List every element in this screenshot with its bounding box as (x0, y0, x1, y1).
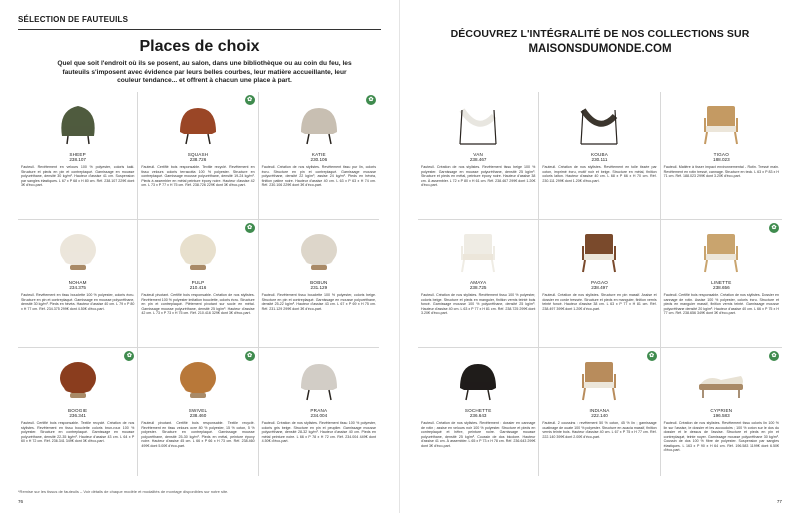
promo-heading: DÉCOUVREZ L'INTÉGRALITÉ DE NOS COLLECTIONS SUR (450, 28, 750, 40)
product-name: KATIE (311, 152, 326, 157)
product-ref: 238.497 (591, 285, 608, 290)
product-card[interactable] (259, 348, 379, 476)
product-ref: 236.643 (469, 413, 487, 418)
page-number: 76 (18, 499, 24, 504)
eco-leaf-icon: ✿ (769, 351, 779, 361)
product-grid-right (418, 92, 782, 476)
product-description: Fauteuil. Création de nos stylistes. Structure en pin massif. Assise et dossier en corde tressée. Structure et pieds en manguier, finition vernis teinté foncé. Hauteur d'assise 38 cm. L 63 x P 77 x H 81 cm. Réf. 238.497 399€ dont 1.20€ d'éco-part. (542, 293, 657, 311)
eco-leaf-icon: ✿ (769, 223, 779, 233)
product-image[interactable] (664, 96, 779, 146)
product-ref: 238.107 (69, 157, 86, 162)
product-image[interactable] (542, 224, 656, 274)
section-label: SÉLECTION DE FAUTEUILS (18, 15, 129, 24)
product-card[interactable] (18, 348, 138, 476)
product-image[interactable] (421, 352, 535, 402)
product-description: Fauteuil. Création de nos stylistes. Revêtement : dossier en cannage de rotin ; assise en velours noir 100 % polyester. Structure et pieds en contreplaqué et hêtre, peinture noire. Garnissage mousse polyuréthane, densité 25 kg/m³. Coussin de dos bicolore. Hauteur d'assise 41 cm. À assembler. L 65 x P 73 x H 78 cm. Réf. 236.643 299€ dont 3€ d'éco-part. (421, 421, 536, 448)
page-number: 77 (776, 499, 782, 504)
right-page (400, 0, 800, 513)
product-card[interactable] (418, 348, 539, 476)
product-name: SOCHETTE (464, 408, 492, 413)
product-card[interactable] (259, 220, 379, 348)
product-description: Fauteuil. Revêtement tissu bouclette 100 % polyester, coloris beige. Structure en pin et contreplaqué. Garnissage en mousse polyuréthane, densité 25-22 kg/m³. Hauteur d'assise 43 cm. L 67 x P 69 x H 75 cm. Réf. 231.129 299€ dont 3€ d'éco-part. (261, 293, 376, 311)
product-card[interactable] (539, 92, 660, 220)
product-ref: 222.140 (591, 413, 608, 418)
product-name: BOOGIE (68, 408, 88, 413)
product-card[interactable] (18, 220, 138, 348)
product-ref: 236.341 (69, 413, 86, 418)
eco-leaf-icon: ✿ (124, 351, 134, 361)
product-image[interactable] (664, 224, 779, 274)
product-description: Fauteuil. Certifié bois responsable. Création de nos stylistes. Dossier en cannage de rotin. Assise 100 % polyester, coloris écru. Structure et pieds en manguier massif, finition vernis teinté. Garnissage mousse polyuréthane densité 20 kg/m³. Hauteur d'assise 40 cm. L 66 x P 75 x H 77 cm. Réf. 238.656 349€ dont 3€ d'éco-part. (663, 293, 779, 315)
product-grid-left (18, 92, 379, 476)
product-description: Fauteuil. Matière à tisser impact environnemental - Rotin. Tressé main. Revêtement en rotin tressé, cannage. Structure en teck. L 63 x P 83 x H 71 cm. Réf. 188.023 299€ dont 3.20€ d'éco-part. (663, 165, 779, 178)
product-ref: 238.726 (189, 157, 207, 162)
product-image[interactable] (542, 96, 656, 146)
product-name: SWIVEL (188, 408, 208, 413)
website-link[interactable]: MAISONSDUMONDE.COM (528, 43, 672, 55)
product-ref: 238.460 (189, 413, 207, 418)
product-ref: 188.023 (713, 157, 730, 162)
product-description: Fauteuil. 2 coussins : revêtement 50 % coton, 45 % lin ; garnissage ouatinage de ouate 100 % polyester. Structure en acacia massif, finition vernis teinte bois. Hauteur d'assise 40 cm. L 67 x P 75 x H 77 cm. Réf. 222.140 399€ dont 2.00€ d'éco-part. (542, 421, 657, 439)
product-name: SHEEP (69, 152, 86, 157)
product-image[interactable] (21, 224, 134, 274)
product-image[interactable] (262, 352, 376, 402)
eco-leaf-icon: ✿ (245, 95, 255, 105)
product-name: PULP (191, 280, 205, 285)
product-ref: 230.106 (310, 157, 328, 162)
product-name: AMAYA (469, 280, 487, 285)
product-name: VAN (473, 152, 484, 157)
product-card[interactable] (18, 92, 138, 220)
product-name: CYPRIEN (710, 408, 733, 413)
product-name: PAGAO (590, 280, 608, 285)
product-card[interactable] (661, 220, 782, 348)
product-image[interactable] (21, 352, 134, 402)
product-name: TIGAO (713, 152, 729, 157)
product-card[interactable] (539, 220, 660, 348)
product-description: Fauteuil. Certifié bois responsable. Textile recyclé. Création de nos stylistes. Revêtement en tissu bouclette coloris brun-roux 100 % polyester. Structure en contreplaqué. Garnissage en mousse polyuréthane, densité 22-35 kg/m³. Hauteur d'assise 43 cm. L 64 x P 60 x H 72 cm. Réf. 236.341 349€ dont 3€ d'éco-part. (21, 421, 135, 443)
product-card[interactable] (661, 348, 782, 476)
product-name: BOBUN (310, 280, 328, 285)
product-image[interactable] (141, 224, 254, 274)
product-card[interactable] (661, 92, 782, 220)
product-ref: 196.583 (713, 413, 730, 418)
product-card[interactable] (138, 92, 258, 220)
product-ref: 230.111 (591, 157, 608, 162)
product-ref: 231.129 (310, 285, 328, 290)
product-name: KOUBA (590, 152, 609, 157)
product-card[interactable] (418, 92, 539, 220)
product-description: Fauteuil. Revêtement en velours 100 % polyester, coloris kaki. Structure et pieds en pin et contreplaqué. Garnissage en mousse polyuréthane, densité 30 kg/m³. Hauteur d'assise 41 cm. Suspension par sangles élastiques. L 67 x P 68 x H 80 cm. Réf. 238.107 229€ dont 3€ d'éco-part. (21, 165, 135, 187)
product-image[interactable] (21, 96, 134, 146)
product-description: Fauteuil. Création de nos stylistes. Revêtement tissu coloris lin 100 % lin sur l'assise, le dossier et les accoudoirs ; 100 % coton sur le dos du dossier et le dessus de l'assise. Structure et pieds en pin et contreplaqué, teinte noyer. Garnissage mousse polyuréthane 30 kg/m³. Coussin de dos 100 % fibre de polyester. Suspension par sangles élastiques. L 163 x P 90 x H 64 cm. Réf. 196.583 1199€ dont 6.50€ d'éco-part. (663, 421, 779, 452)
product-name: SQUASH (187, 152, 209, 157)
product-description: Fauteuil. Création de nos stylistes. Revêtement tissu pur lin, coloris écru. Structure en pin et contreplaqué. Garnissage mousse polyuréthane, densité 22 kg/m³, assise 24 kg/m³. Pieds en hévéa, finition patine noire. Hauteur d'assise 40 cm. L 63 x P 63 x H 74 cm. Réf. 230.106 229€ dont 3€ d'éco-part. (261, 165, 376, 187)
product-card[interactable] (259, 92, 379, 220)
product-name: PRANA (310, 408, 328, 413)
product-description: Fauteuil. Certifié bois responsable. Textile recyclé. Revêtement en tissu velours coloris terracotta 100 % polyester. Structure en contreplaqué. Garnissage mousse polyuréthane, densité 19-24 kg/m³. Pieds à assembler en métal peinture époxy noire. Hauteur d'assise 42 cm. L 73 x P 77 x H 75 cm. Réf. 238.726 229€ dont 3€ d'éco-part. (141, 165, 255, 187)
product-image[interactable] (421, 224, 535, 274)
product-image[interactable] (262, 96, 376, 146)
product-description: Fauteuil. Revêtement en tissu bouclette 100 % polyester, coloris écru. Structure en pin et contreplaqué. Garnissage en mousse polyuréthane, densité 30 kg/m³. Pieds en hévéa. Hauteur d'assise 40 cm. L 79 x P 80 x H 77 cm. Réf. 234.375 299€ dont 4.50€ d'éco-part. (21, 293, 135, 311)
page-title: Places de choix (139, 38, 260, 55)
eco-leaf-icon: ✿ (366, 95, 376, 105)
product-description: Fauteuil. Création de nos stylistes. Revêtement tissu beige 100 % polyester. Garnissage en mousse polyuréthane, densité 25 kg/m³. Structure et pieds en métal, peinture époxy noire. Hauteur d'assise 38 cm. À assembler. L 72 x P 80 x H 61 cm. Réf. 238.467 299€ dont 1.20€ d'éco-part. (421, 165, 536, 187)
section-divider (18, 29, 381, 30)
eco-leaf-icon: ✿ (245, 223, 255, 233)
product-image[interactable] (141, 96, 254, 146)
product-ref: 238.725 (469, 285, 487, 290)
product-ref: 234.375 (69, 285, 86, 290)
product-description: Fauteuil pivotant. Certifié bois responsable. Création de nos stylistes. Revêtement 100 % polyester imitation bouclette, coloris écru. Structure en pin et contreplaqué. Piétement pivotant sur socle en métal. Garnissage mousse polyuréthane, densité 25 kg/m³. Hauteur d'assise 42 cm. L 73 x P 73 x H 75 cm. Réf. 210.416 329€ dont 3€ d'éco-part. (141, 293, 255, 315)
footnote: *Remise sur les tissus de fauteuils – Voir détails de chaque modèle et modalités de montage disponibles sur notre site. (18, 489, 229, 494)
product-card[interactable] (138, 348, 258, 476)
product-card[interactable] (539, 348, 660, 476)
product-image[interactable] (262, 224, 376, 274)
product-ref: 238.467 (469, 157, 487, 162)
product-card[interactable] (418, 220, 539, 348)
eco-leaf-icon: ✿ (647, 351, 657, 361)
product-name: LINETTE (711, 280, 732, 285)
product-card[interactable] (138, 220, 258, 348)
product-image[interactable] (664, 352, 779, 402)
intro-text: Quel que soit l'endroit où ils se posent, au salon, dans une bibliothèque ou au coin du feu, les fauteuils s'imposent avec évidence par leurs belles courbes, leur matière accueillante, leur couleur tendance... et offrent à chacun une place à part. (57, 60, 352, 84)
product-description: Fauteuil. Création de nos stylistes. Revêtement tissu 100 % polyester, coloris beige. Structure et pieds en manguier, finition vernis teinté bois foncé. Garnissage mousse 100 % polyuréthane, densité 25 kg/m³. Hauteur d'assise 40 cm. L 63 x P 77 x H 81 cm. Réf. 238.725 299€ dont 3.20€ d'éco-part. (421, 293, 536, 315)
product-description: Fauteuil. Création de nos stylistes. Revêtement tissu 100 % polyester, coloris gris beige. Structure en pin et peuplier. Garnissage mousse polyuréthane, densité 28-32 kg/m³. Hauteur d'assise 40 cm. Pieds en métal peinture noire. L 66 x P 78 x H 72 cm. Réf. 234.004 449€ dont 4.50€ d'éco-part. (261, 421, 376, 443)
product-ref: 234.004 (310, 413, 328, 418)
product-image[interactable] (141, 352, 254, 402)
product-image[interactable] (542, 352, 656, 402)
eco-leaf-icon: ✿ (245, 351, 255, 361)
product-description: Fauteuil. Création de nos stylistes. Revêtement en toile tissée par coton, imprimé écru, motif noir et beige. Structure en métal, finition coloris laiton. Hauteur d'assise 40 cm. L 68 x P 66 x H 70 cm. Réf. 230.111 299€ dont 1.20€ d'éco-part. (542, 165, 657, 183)
product-name: NOHAM (68, 280, 87, 285)
product-image[interactable] (421, 96, 535, 146)
product-description: Fauteuil pivotant. Certifié bois responsable. Textile recyclé. Revêtement en tissu velours ocre 80 % polyester, 15 % coton, 5 % polyester. Structure en contreplaqué. Garnissage mousse polyuréthane, densité 25-30 kg/m³. Pieds en métal, peinture époxy noire. Hauteur d'assise 45 cm. L 66 x P 66 x H 73 cm. Réf. 238.460 499€ dont 5.00€ d'éco-part. (141, 421, 255, 448)
product-name: INDIANA (589, 408, 610, 413)
product-ref: 210.416 (189, 285, 207, 290)
product-ref: 238.656 (713, 285, 730, 290)
